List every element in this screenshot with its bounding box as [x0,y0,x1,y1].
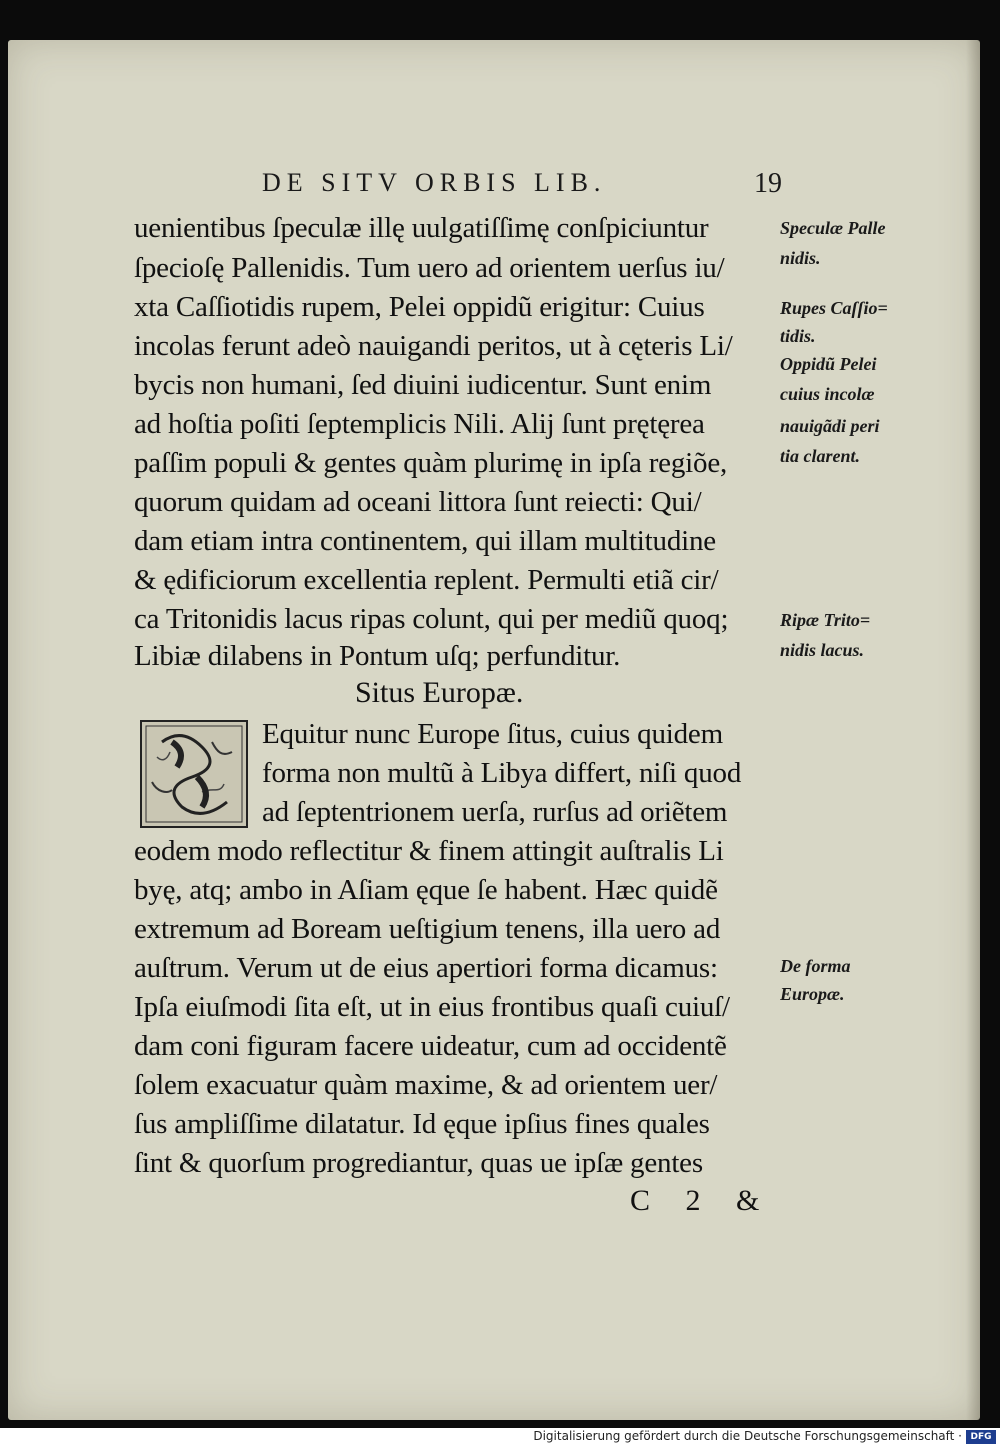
text-line: ſint & quorſum progrediantur, quas ue ipſæ gentes [134,1147,703,1179]
margin-note: nidis. [780,248,821,268]
text-line: paſſim populi & gentes quàm plurimę in ipſa regiõe, [134,447,728,479]
text-line: Equitur nunc Europe ſitus, cuius quidem [262,718,723,750]
margin-note: Oppidũ Pelei [780,354,877,374]
signature-catchword: C 2 & [630,1184,774,1217]
footer-bar [0,1428,1000,1447]
text-line: forma non multũ à Libya differt, niſi quod [262,757,742,789]
margin-note: Ripæ Trito= [780,610,871,630]
text-line: byę, atq; ambo in Aſiam ęque ſe habent. Hæc quidẽ [134,874,718,906]
header-title: DE SITV ORBIS LIB. [262,168,607,197]
text-line: extremum ad Boream ueſtigium tenens, illa uero ad [134,913,721,945]
funding-credit: Digitalisierung gefördert durch die Deutsche Forschungsgemeinschaft · [533,1429,962,1443]
decorated-initial-s [140,720,248,828]
text-line: ad ſeptentrionem uerſa, rurſus ad oriẽtem [262,796,728,828]
dfg-logo[interactable]: DFG [966,1430,996,1444]
text-line: xta Caſſiotidis rupem, Pelei oppidũ erigitur: Cuius [134,291,705,323]
text-line: Libiæ dilabens in Pontum uſq; perfunditur. [134,640,621,672]
margin-note: Speculæ Palle [780,218,886,238]
text-line: uenientibus ſpeculæ illę uulgatiſſimę conſpiciuntur [134,212,709,244]
margin-note: Europæ. [780,984,845,1004]
margin-note: nauigãdi peri [780,416,880,436]
section-heading: Situs Europæ. [355,676,524,709]
text-line: & ędificiorum excellentia replent. Permulti etiã cir/ [134,564,719,596]
text-line: eodem modo reflectitur & finem attingit auſtralis Li [134,835,724,867]
text-line: quorum quidam ad oceani littora ſunt reiecti: Qui/ [134,486,702,518]
page-number: 19 [754,168,782,199]
margin-note: Rupes Caſſio= [780,298,888,318]
text-line: auſtrum. Verum ut de eius apertiori forma dicamus: [134,952,718,984]
margin-note: tidis. [780,326,816,346]
margin-note: tia clarent. [780,446,860,466]
text-line: bycis non humani, ſed diuini iudicentur. Sunt enim [134,369,712,401]
text-line: ſus ampliſſime dilatatur. Id ęque ipſius fines quales [134,1108,710,1140]
text-line: ſpecioſę Pallenidis. Tum uero ad orientem uerſus iu/ [134,252,725,284]
margin-note: nidis lacus. [780,640,865,660]
text-line: incolas ferunt adeò nauigandi peritos, ut à cęteris Li/ [134,330,733,362]
text-line: dam etiam intra continentem, qui illam multitudine [134,525,716,557]
text-line: ſolem exacuatur quàm maxime, & ad orientem uer/ [134,1069,718,1101]
margin-note: cuius incolæ [780,384,875,404]
text-line: ad hoſtia poſiti ſeptemplicis Nili. Alij ſunt prętęrea [134,408,705,440]
margin-note: De forma [780,956,851,976]
running-header [262,168,782,208]
text-line: ca Tritonidis lacus ripas colunt, qui per mediũ quoq; [134,603,729,635]
text-line: dam coni figuram facere uideatur, cum ad occidentẽ [134,1030,727,1062]
text-line: Ipſa eiuſmodi ſita eſt, ut in eius frontibus quaſi cuiuſ/ [134,991,730,1023]
